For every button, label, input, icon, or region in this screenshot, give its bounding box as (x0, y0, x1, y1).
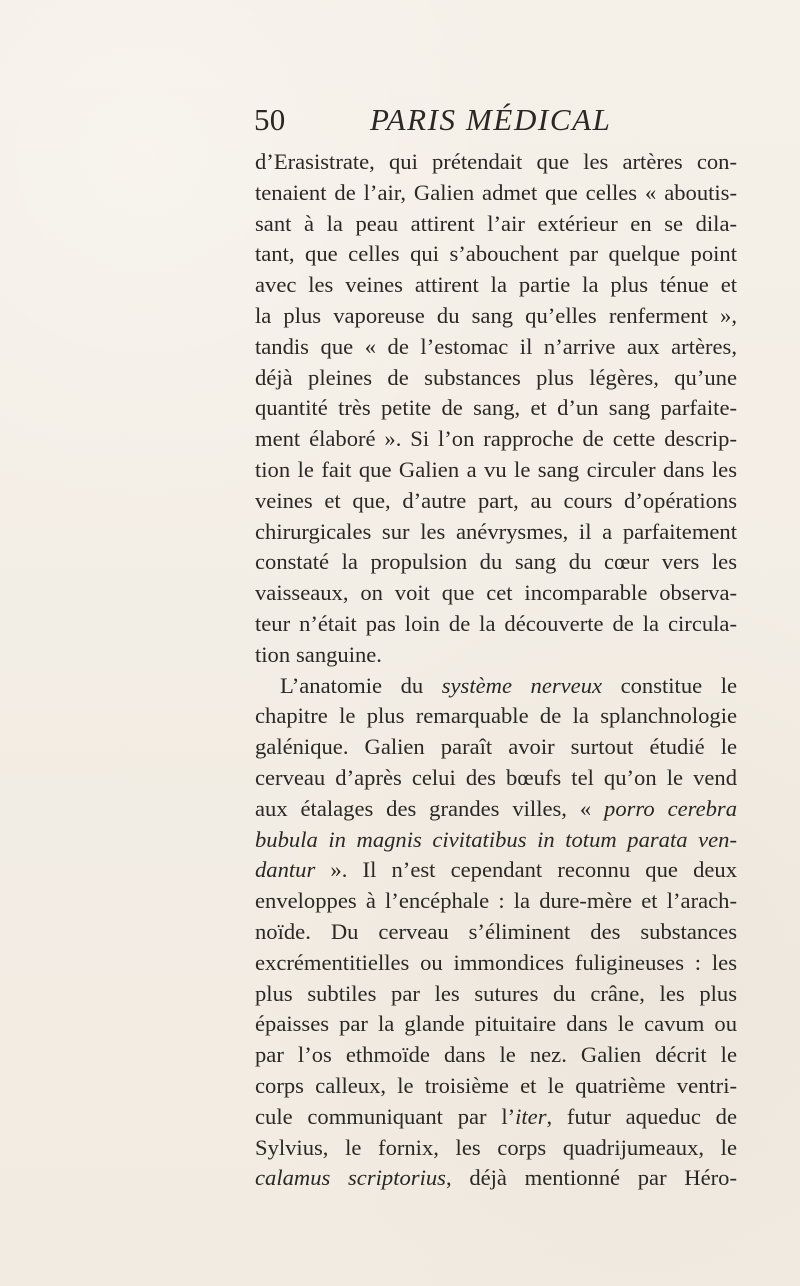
text-segment: corps calleux, le troisième et le quatrième ventri- (255, 1072, 737, 1098)
text-line-14 (255, 547, 737, 578)
text-segment: , déjà mentionné par Héro- (445, 1165, 737, 1191)
body-text (255, 147, 737, 1194)
text-line-2 (255, 178, 737, 209)
text-line-20 (255, 732, 737, 763)
text-segment: la plus vaporeuse du sang qu’elles renferment », (255, 302, 737, 328)
text-segment: tion le fait que Galien a vu le sang circuler dans les (255, 456, 737, 482)
text-line-19 (255, 701, 737, 732)
text-segment: veines et que, d’autre part, au cours d’opérations (255, 487, 737, 513)
page-number: 50 (254, 102, 286, 137)
text-segment: ». Il n’est cependant reconnu que deux (315, 857, 737, 883)
text-line-6 (255, 301, 737, 332)
text-segment: cule communiquant par l’ (255, 1103, 516, 1129)
italic-text-segment: bubula in magnis civitatibus in totum parata ven- (255, 826, 737, 852)
page-header (254, 104, 674, 148)
text-line-18 (255, 671, 737, 702)
text-segment: galénique. Galien paraît avoir surtout étudié le (255, 734, 737, 760)
text-line-28 (255, 979, 737, 1010)
text-segment: vaisseaux, on voit que cet incomparable observa- (255, 580, 737, 606)
text-segment: teur n’était pas loin de la découverte de la circula- (255, 610, 737, 636)
text-segment: épaisses par la glande pituitaire dans le cavum ou (255, 1011, 737, 1037)
italic-text-segment: dantur (255, 857, 316, 883)
text-segment: par l’os ethmoïde dans le nez. Galien décrit le (255, 1042, 737, 1068)
text-line-1 (255, 147, 737, 178)
text-line-16 (255, 609, 737, 640)
text-segment: enveloppes à l’encéphale : la dure-mère et l’arach- (255, 888, 737, 914)
text-line-4 (255, 239, 737, 270)
text-line-24 (255, 855, 737, 886)
text-segment: plus subtiles par les sutures du crâne, les plus (255, 980, 737, 1006)
text-line-32 (255, 1102, 737, 1133)
text-line-23 (255, 825, 737, 856)
text-line-31 (255, 1071, 737, 1102)
italic-text-segment: calamus scriptorius (255, 1165, 446, 1191)
text-segment: chirurgicales sur les anévrysmes, il a parfaitement (255, 518, 737, 544)
text-line-11 (255, 455, 737, 486)
text-segment: d’Erasistrate, qui prétendait que les artères con- (255, 149, 737, 174)
text-line-27 (255, 948, 737, 979)
text-segment: constitue le (602, 672, 737, 698)
text-segment: excrémentitielles ou immondices fuligineuses : les (255, 949, 737, 975)
text-segment: , futur aqueduc de (546, 1103, 737, 1129)
text-line-33 (255, 1133, 737, 1164)
text-line-9 (255, 393, 737, 424)
text-line-25 (255, 886, 737, 917)
text-line-13 (255, 517, 737, 548)
text-line-29 (255, 1009, 737, 1040)
text-segment: constaté la propulsion du sang du cœur vers les (255, 549, 737, 575)
text-line-3 (255, 209, 737, 240)
text-line-22 (255, 794, 737, 825)
text-segment: L’anatomie du (280, 672, 442, 698)
text-line-12 (255, 486, 737, 517)
text-line-5 (255, 270, 737, 301)
italic-text-segment: système nerveux (441, 672, 603, 698)
text-segment: ment élaboré ». Si l’on rapproche de cette descrip- (255, 426, 737, 452)
text-line-26 (255, 917, 737, 948)
text-line-30 (255, 1040, 737, 1071)
text-segment: avec les veines attirent la partie la plus ténue et (255, 272, 737, 298)
text-segment: tant, que celles qui s’abouchent par quelque point (255, 241, 737, 267)
text-line-8 (255, 363, 737, 394)
text-line-7 (255, 332, 737, 363)
text-line-17 (255, 640, 737, 671)
text-segment: aux étalages des grandes villes, « (255, 795, 605, 821)
running-head: PARIS MÉDICAL (370, 102, 612, 137)
text-line-34 (255, 1163, 737, 1194)
italic-text-segment: iter (515, 1103, 547, 1129)
text-segment: déjà pleines de substances plus légères, qu’une (255, 364, 737, 390)
text-segment: tenaient de l’air, Galien admet que celles « aboutis- (255, 179, 737, 205)
text-segment: noïde. Du cerveau s’éliminent des substances (255, 918, 737, 944)
text-segment: chapitre le plus remarquable de la splanchnologie (255, 703, 737, 729)
text-segment: tandis que « de l’estomac il n’arrive aux artères, (255, 333, 737, 359)
text-segment: cerveau d’après celui des bœufs tel qu’on le vend (255, 764, 737, 790)
text-segment: tion sanguine. (255, 641, 382, 667)
text-line-21 (255, 763, 737, 794)
text-segment: quantité très petite de sang, et d’un sang parfaite- (255, 395, 737, 421)
text-line-15 (255, 578, 737, 609)
italic-text-segment: porro cerebra (604, 795, 737, 821)
text-line-10 (255, 424, 737, 455)
text-segment: Sylvius, le fornix, les corps quadrijumeaux, le (255, 1134, 737, 1160)
text-segment: sant à la peau attirent l’air extérieur en se dila- (255, 210, 737, 236)
